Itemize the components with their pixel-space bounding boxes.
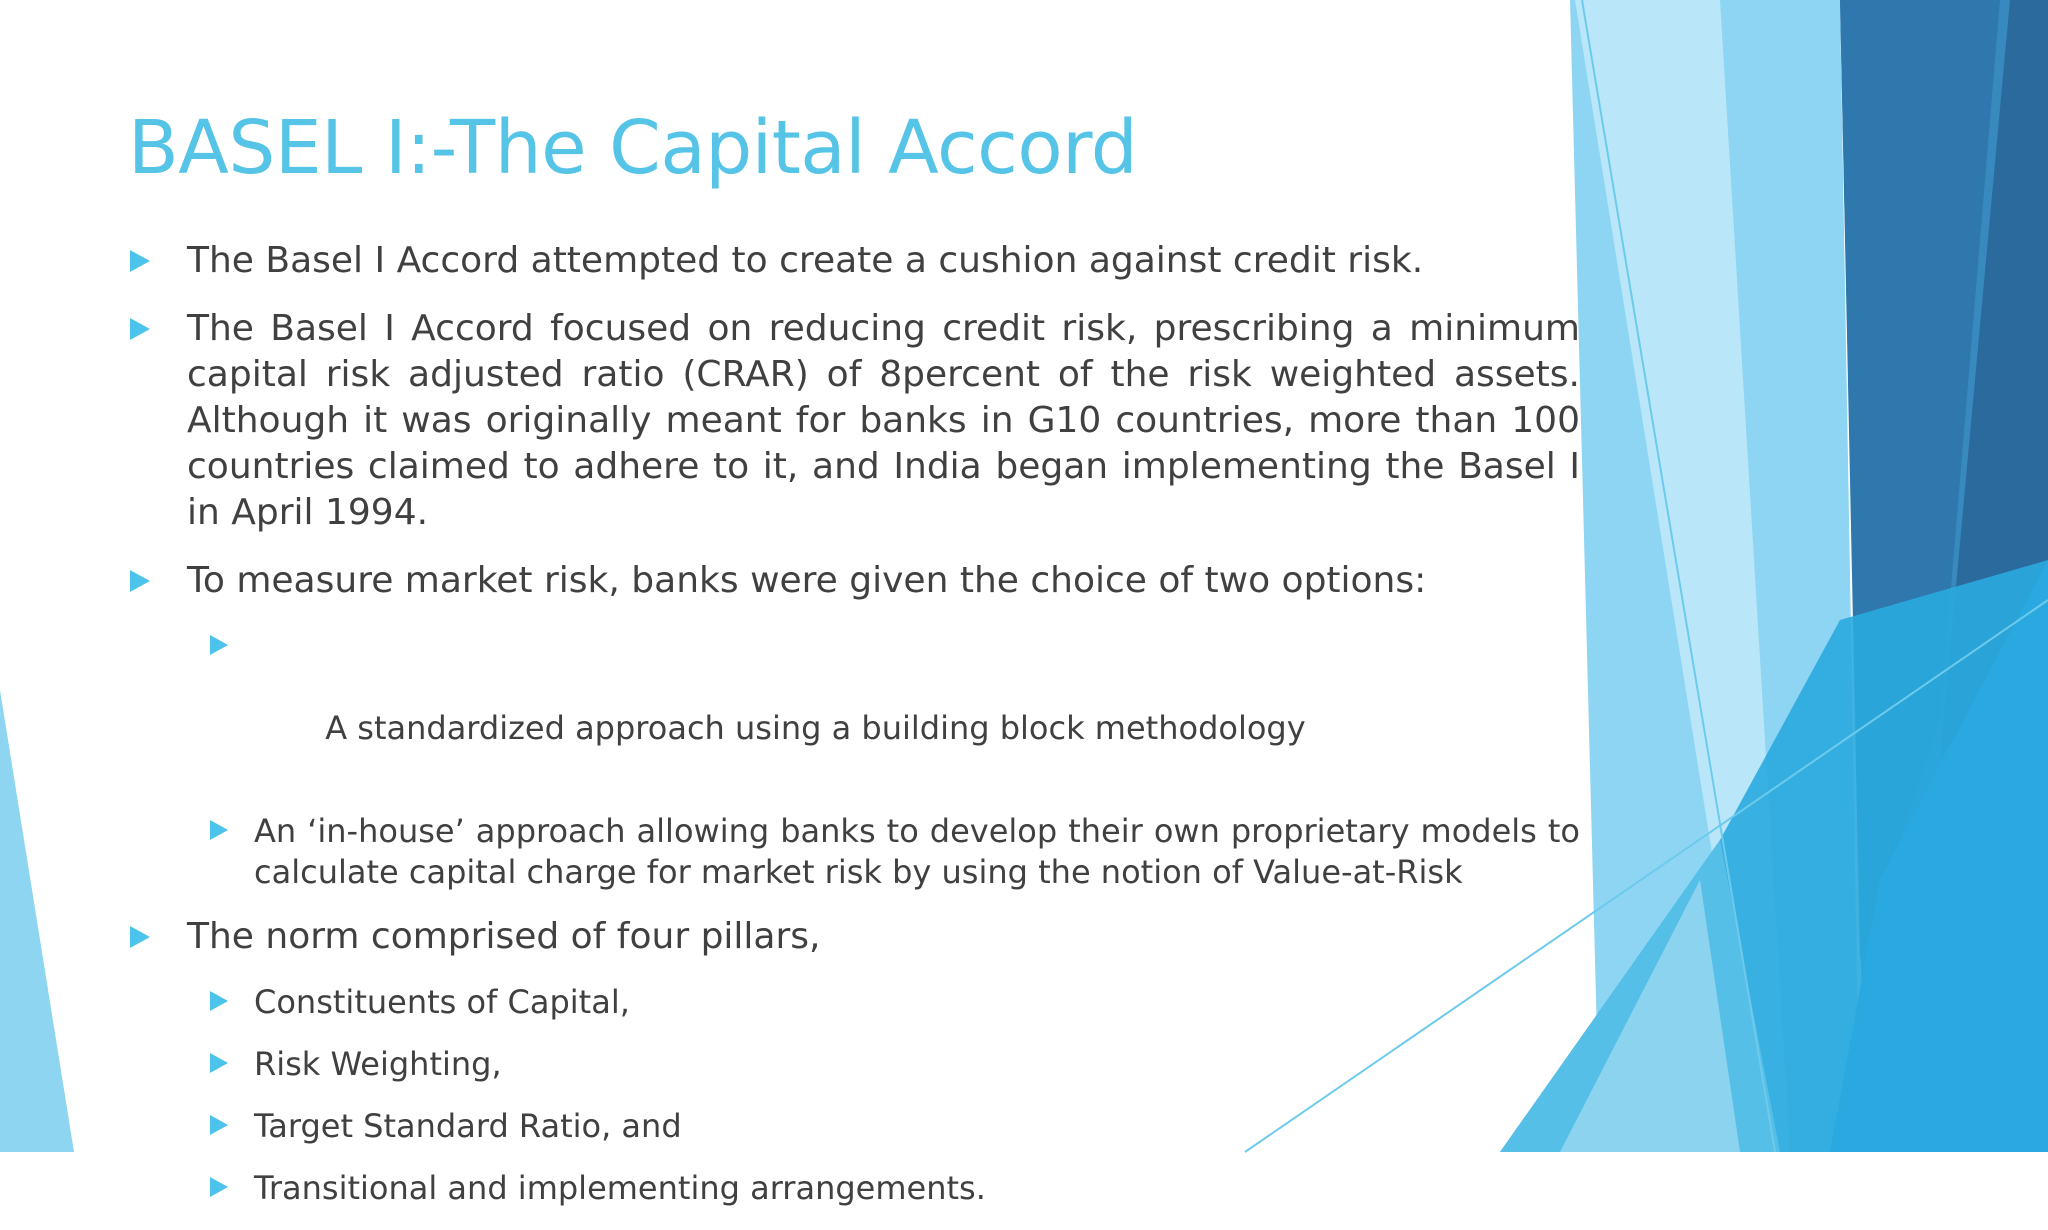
bullet-text: The Basel I Accord focused on reducing credit risk, prescribing a minimum capital risk adjusted ratio (CRAR) of 8percent of the risk weighted assets. Although it was originally meant for banks in G10 countries, more than 100 countries claimed to adhere to it, and India began implementing the Basel I in April 1994. [187,308,1580,533]
sub-bullet-text: Risk Weighting, [254,1045,502,1083]
sub-bullet-text: Target Standard Ratio, and [254,1107,682,1145]
triangle-right-icon [130,318,150,340]
bullet-item [130,914,1580,960]
sub-bullet-item [210,1044,1580,1085]
slide-title: BASEL I:-The Capital Accord [128,105,1138,191]
triangle-right-icon [210,1053,228,1073]
triangle-right-icon [130,570,150,592]
triangle-right-icon [210,635,228,655]
triangle-right-icon [130,926,150,948]
sub-bullet-text: An ‘in-house’ approach allowing banks to develop their own proprietary models to calculate capital charge for market risk by using the notion of Value-at-Risk [254,812,1580,891]
sub-bullet-text: Transitional and implementing arrangements. [254,1169,986,1207]
bullet-text: The Basel I Accord attempted to create a cushion against credit risk. [187,240,1424,281]
left-edge-shape [0,690,74,1152]
sub-bullet-text: A standardized approach using a building block methodology [315,709,1306,747]
bullet-item [130,558,1580,604]
triangle-right-icon [210,1115,228,1135]
sub-bullet-item [210,811,1580,893]
sub-bullet-item [210,1106,1580,1147]
triangle-right-icon [210,991,228,1011]
bullet-text: To measure market risk, banks were given the choice of two options: [187,560,1427,601]
bullet-text: The norm comprised of four pillars, [187,916,821,957]
sub-bullet-item [210,626,1580,790]
bullet-list [130,238,1580,1230]
triangle-right-icon [130,250,150,272]
sub-bullet-item [210,1168,1580,1209]
triangle-right-icon [210,820,228,840]
sub-bullet-item [210,982,1580,1023]
bullet-item [130,238,1580,284]
bullet-item [130,306,1580,536]
triangle-right-icon [210,1177,228,1197]
sub-bullet-text: Constituents of Capital, [254,983,630,1021]
